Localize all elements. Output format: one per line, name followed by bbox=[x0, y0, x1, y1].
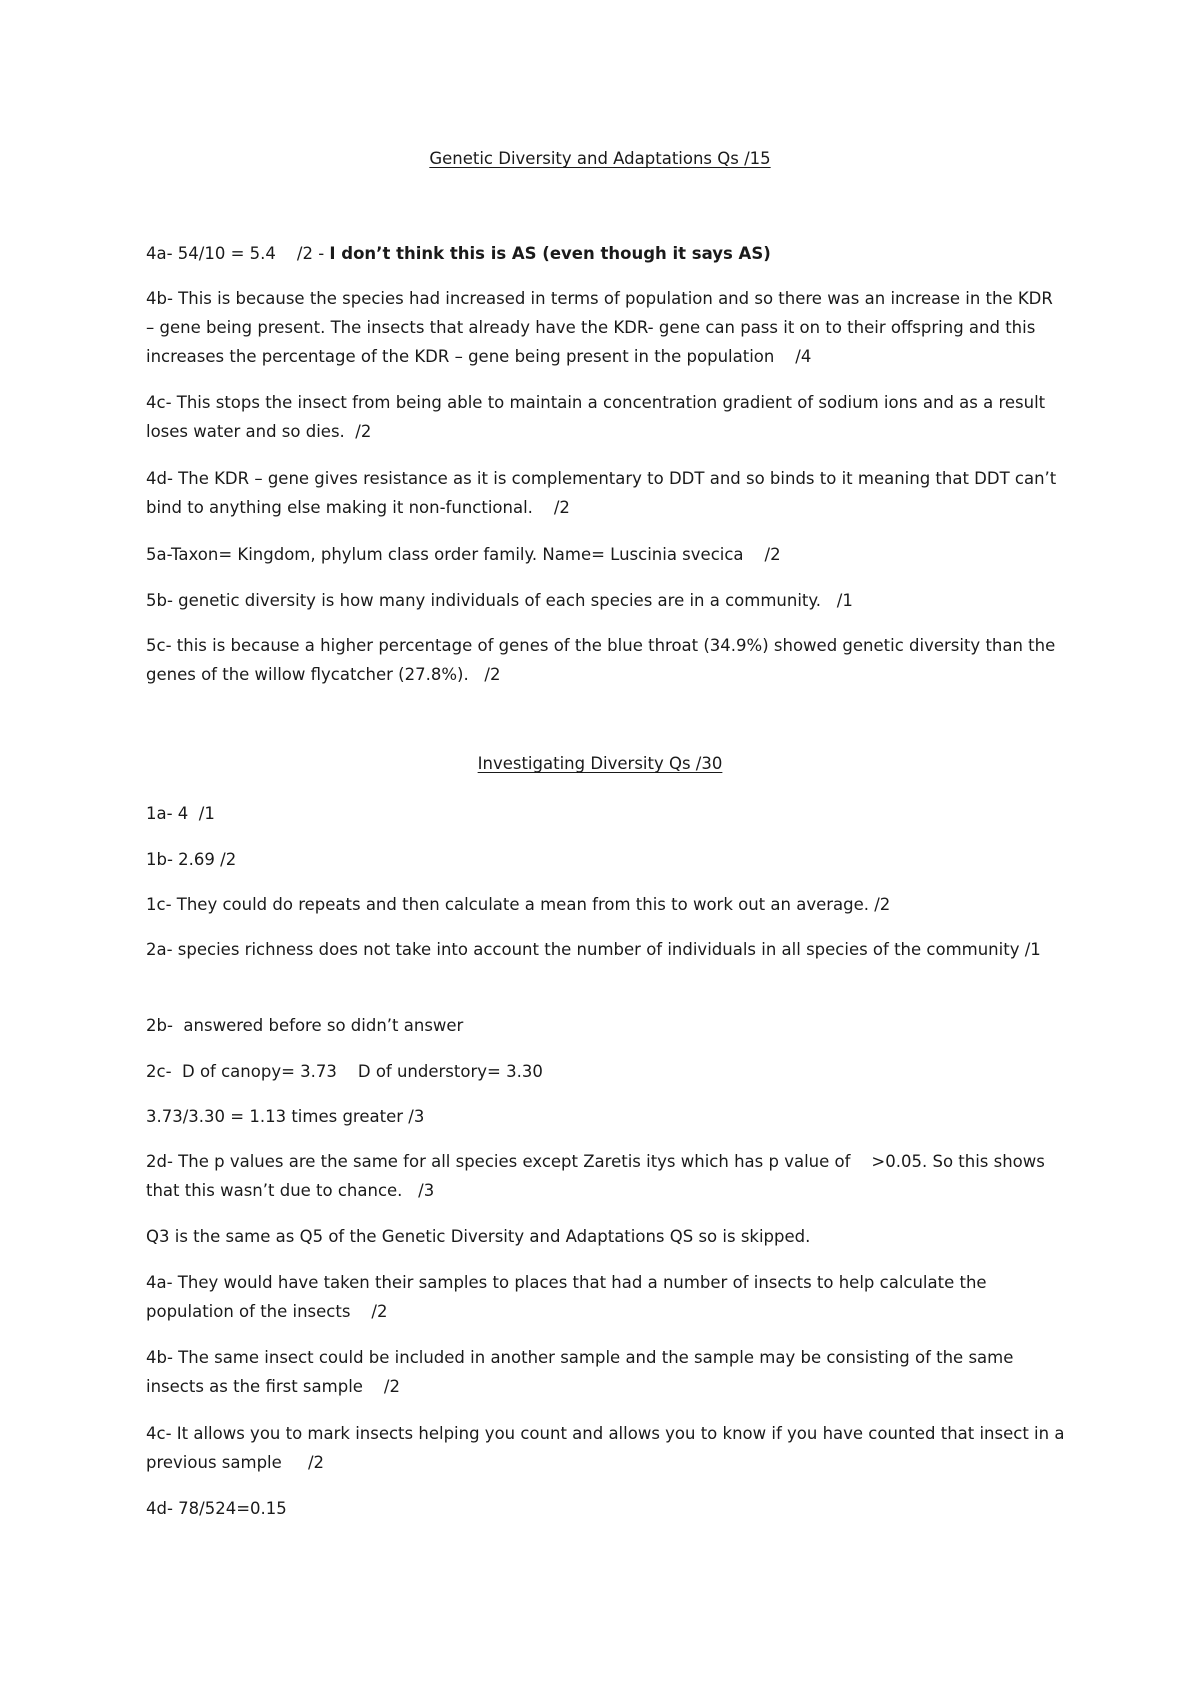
answer-2c-result: 3.73/3.30 = 1.13 times greater /3 bbox=[146, 1107, 425, 1126]
answer-4a bbox=[146, 239, 1066, 268]
answer-4c-diversity: 4c- It allows you to mark insects helping you count and allows you to know if you have counted that insect in a previous sample /2 bbox=[146, 1424, 1070, 1472]
answer-1b: 1b- 2.69 /2 bbox=[146, 850, 237, 869]
answer-2d: 2d- The p values are the same for all species except Zaretis itys which has p value of >0.05. So this shows that this wasn’t due to chance. /3 bbox=[146, 1152, 1051, 1200]
answer-2a: 2a- species richness does not take into account the number of individuals in all species of the community /1 bbox=[146, 940, 1041, 959]
answer-4a-text: 4a- 54/10 = 5.4 /2 - bbox=[146, 244, 330, 263]
answer-1c: 1c- They could do repeats and then calculate a mean from this to work out an average. /2 bbox=[146, 895, 891, 914]
section-title-genetic-diversity: Genetic Diversity and Adaptations Qs /15 bbox=[429, 149, 771, 168]
answer-5a: 5a-Taxon= Kingdom, phylum class order family. Name= Luscinia svecica /2 bbox=[146, 545, 781, 564]
answer-5b: 5b- genetic diversity is how many individuals of each species are in a community. /1 bbox=[146, 591, 853, 610]
answer-2b: 2b- answered before so didn’t answer bbox=[146, 1016, 464, 1035]
answer-2c: 2c- D of canopy= 3.73 D of understory= 3.30 bbox=[146, 1062, 543, 1081]
answer-q3-note: Q3 is the same as Q5 of the Genetic Diversity and Adaptations QS so is skipped. bbox=[146, 1227, 811, 1246]
answer-5c: 5c- this is because a higher percentage of genes of the blue throat (34.9%) showed genetic diversity than the genes of the willow flycatcher (27.8%). /2 bbox=[146, 636, 1061, 684]
answer-4c: 4c- This stops the insect from being able to maintain a concentration gradient of sodium ions and as a result loses water and so dies. /2 bbox=[146, 393, 1051, 441]
answer-4b: 4b- This is because the species had increased in terms of population and so there was an increase in the KDR – gene being present. The insects that already have the KDR- gene can pass it on to their offspring and this increases the percentage of the KDR – gene being present in the population /4 bbox=[146, 289, 1059, 366]
section-title-investigating-diversity: Investigating Diversity Qs /30 bbox=[477, 754, 723, 773]
answer-4a-bold-note: I don’t think this is AS (even though it says AS) bbox=[329, 244, 771, 263]
answer-4d: 4d- The KDR – gene gives resistance as it is complementary to DDT and so binds to it meaning that DDT can’t bind to anything else making it non-functional. /2 bbox=[146, 469, 1062, 517]
answer-1a: 1a- 4 /1 bbox=[146, 804, 215, 823]
answer-4d-diversity: 4d- 78/524=0.15 bbox=[146, 1499, 287, 1518]
answer-4b-diversity: 4b- The same insect could be included in another sample and the sample may be consisting of the same insects as the first sample /2 bbox=[146, 1348, 1019, 1396]
answer-4a-diversity: 4a- They would have taken their samples to places that had a number of insects to help calculate the population of the insects /2 bbox=[146, 1273, 992, 1321]
